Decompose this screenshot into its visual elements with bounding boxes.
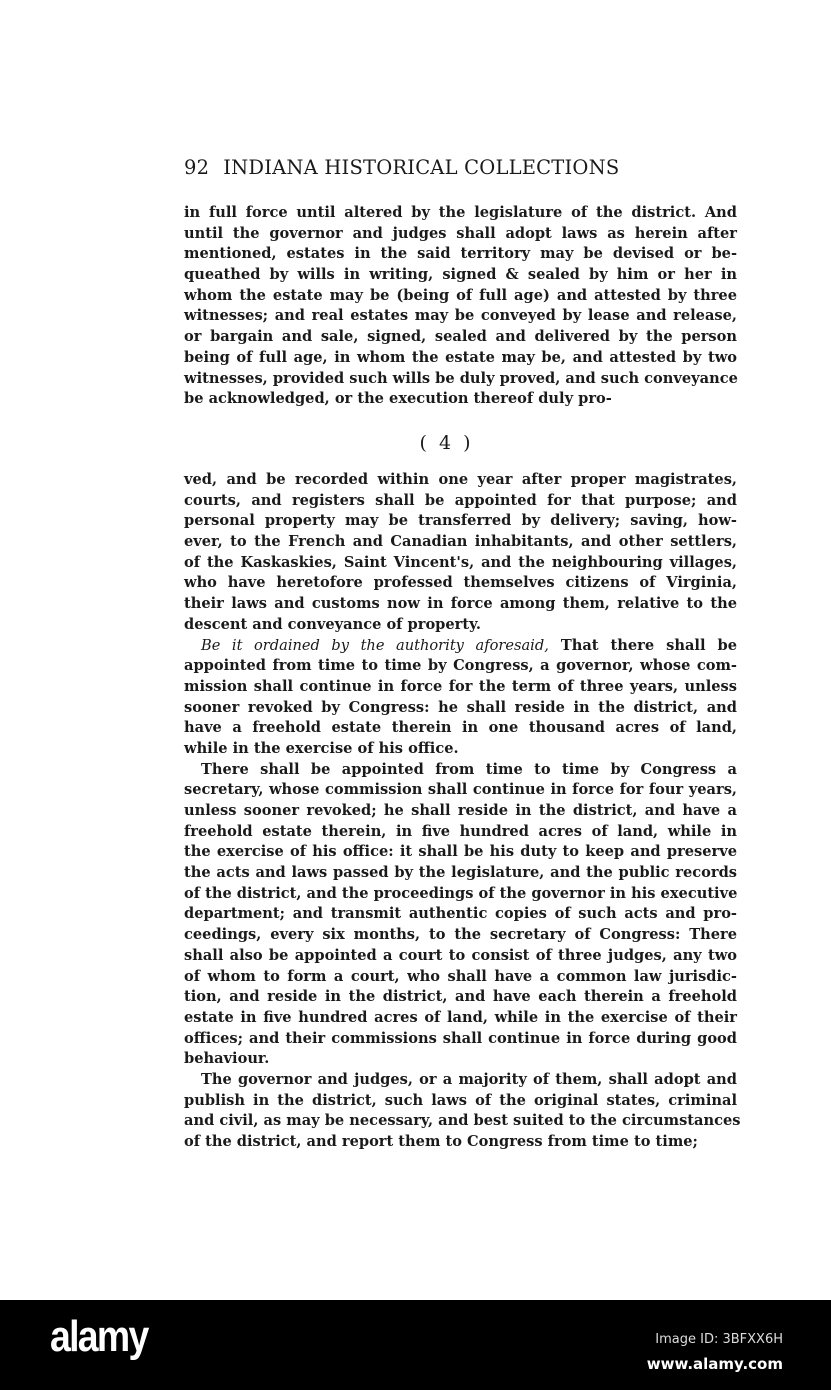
text-line: personal property may be transferred by delivery; saving, how- bbox=[184, 512, 737, 530]
text-block-2 bbox=[184, 470, 741, 1153]
text-line: be acknowledged, or the execution thereof duly pro- bbox=[184, 390, 612, 408]
text-line: behaviour. bbox=[184, 1050, 270, 1068]
text-line: department; and transmit authentic copies of such acts and pro- bbox=[184, 905, 737, 923]
text-line: courts, and registers shall be appointed for that purpose; and bbox=[184, 491, 737, 509]
text-block-1 bbox=[184, 203, 737, 410]
page-number: 92 bbox=[184, 156, 210, 179]
text-line: of the Kaskaskies, Saint Vincent's, and the neighbouring villages, bbox=[184, 553, 737, 571]
text-line: publish in the district, such laws of the original states, criminal bbox=[184, 1091, 737, 1109]
text-line: and civil, as may be necessary, and best suited to the circumstances bbox=[184, 1112, 741, 1130]
italic-phrase: Be it ordained by the authority aforesaid, bbox=[201, 636, 549, 654]
text-line: offices; and their commissions shall continue in force during good bbox=[184, 1029, 737, 1047]
running-title: INDIANA HISTORICAL COLLECTIONS bbox=[223, 156, 620, 179]
text-line: of the district, and report them to Congress from time to time; bbox=[184, 1133, 698, 1150]
text-line: ceedings, every six months, to the secretary of Congress: There bbox=[184, 926, 737, 944]
text-line: witnesses, provided such wills be duly proved, and such conveyance bbox=[184, 369, 738, 387]
running-header bbox=[184, 156, 674, 179]
text-line: while in the exercise of his office. bbox=[184, 739, 459, 757]
text-line: until the governor and judges shall adopt laws as herein after bbox=[184, 224, 737, 242]
text-line: estate in five hundred acres of land, while in the exercise of their bbox=[184, 1008, 737, 1026]
text-line: sooner revoked by Congress: he shall reside in the district, and bbox=[184, 698, 737, 716]
site-url: www.alamy.com bbox=[646, 1355, 783, 1373]
text-line: ved, and be recorded within one year after proper magistrates, bbox=[184, 471, 737, 488]
text-line: tion, and reside in the district, and have each therein a freehold bbox=[184, 988, 737, 1006]
text-line: mentioned, estates in the said territory may be devised or be- bbox=[184, 245, 737, 263]
text-line: descent and conveyance of property. bbox=[184, 615, 481, 633]
text-line: ever, to the French and Canadian inhabitants, and other settlers, bbox=[184, 533, 737, 551]
text-line: freehold estate therein, in five hundred acres of land, while in bbox=[184, 822, 737, 840]
text-line: shall also be appointed a court to consist of three judges, any two bbox=[184, 946, 737, 964]
text-line: or bargain and sale, signed, sealed and delivered by the person bbox=[184, 328, 737, 346]
text-line: of the district, and the proceedings of the governor in his executive bbox=[184, 884, 738, 902]
text-line: being of full age, in whom the estate may be, and attested by two bbox=[184, 348, 737, 366]
text-line: whom the estate may be (being of full age) and attested by three bbox=[184, 286, 737, 304]
text-line: the exercise of his office: it shall be his duty to keep and preserve bbox=[184, 843, 737, 861]
text-line: their laws and customs now in force among them, relative to the bbox=[184, 595, 737, 613]
text-line bbox=[184, 636, 737, 657]
text-line: mission shall continue in force for the term of three years, unless bbox=[184, 677, 737, 695]
text-line: in full force until altered by the legislature of the district. And bbox=[184, 204, 737, 221]
text-line: the acts and laws passed by the legislature, and the public records bbox=[184, 864, 737, 882]
text-line: appointed from time to time by Congress, a governor, whose com- bbox=[184, 657, 737, 675]
text-line: have a freehold estate therein in one thousand acres of land, bbox=[184, 719, 737, 737]
text-line: The governor and judges, or a majority of them, shall adopt and bbox=[201, 1070, 737, 1088]
text-line: secretary, whose commission shall continue in force for four years, bbox=[184, 781, 737, 799]
text-line: There shall be appointed from time to time by Congress a bbox=[201, 760, 737, 778]
text-line: queathed by wills in writing, signed & sealed by him or her in bbox=[184, 266, 737, 284]
text-line: of whom to form a court, who shall have a common law jurisdic- bbox=[184, 967, 737, 985]
text-line: who have heretofore professed themselves citizens of Virginia, bbox=[184, 574, 737, 592]
text-line: unless sooner revoked; he shall reside in the district, and have a bbox=[184, 802, 737, 819]
alamy-logo: alamy bbox=[50, 1312, 148, 1361]
text-line: witnesses; and real estates may be conveyed by lease and release, bbox=[184, 307, 737, 325]
text-line-rest: That there shall be bbox=[560, 636, 737, 654]
original-page-marker: ( 4 ) bbox=[419, 432, 471, 454]
image-id: Image ID: 3BFXX6H bbox=[655, 1332, 783, 1347]
